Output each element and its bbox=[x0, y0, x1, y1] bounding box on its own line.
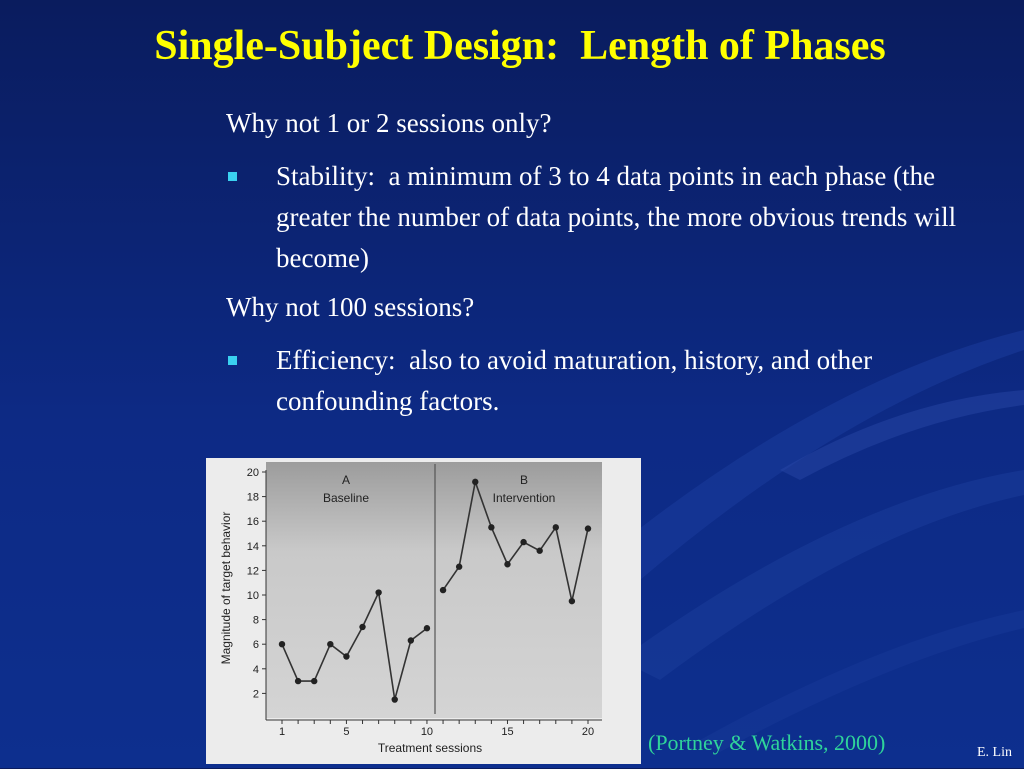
y-tick-label: 16 bbox=[246, 516, 259, 529]
data-point bbox=[504, 561, 510, 567]
citation: (Portney & Watkins, 2000) bbox=[648, 730, 886, 755]
data-point bbox=[424, 625, 430, 631]
single-subject-chart bbox=[206, 458, 641, 764]
data-point bbox=[295, 678, 301, 684]
y-tick-label: 20 bbox=[246, 467, 259, 479]
data-point bbox=[456, 564, 462, 570]
phase-b-label: Intervention bbox=[492, 491, 556, 505]
phase-b-letter: B bbox=[519, 473, 529, 487]
data-point bbox=[585, 525, 591, 531]
data-point bbox=[359, 624, 365, 630]
x-tick-label: 20 bbox=[581, 726, 595, 738]
author-initials: E. Lin bbox=[977, 745, 1012, 760]
y-tick-label: 14 bbox=[246, 540, 259, 553]
y-tick-label: 10 bbox=[246, 590, 259, 602]
phase-a-label: Baseline bbox=[322, 491, 370, 505]
data-point bbox=[327, 641, 333, 647]
bullet-efficiency bbox=[226, 340, 996, 422]
data-point bbox=[472, 479, 478, 485]
bullet-stability bbox=[226, 156, 996, 279]
phase-a-letter: A bbox=[341, 473, 351, 487]
slide-body bbox=[226, 103, 996, 430]
chart-svg bbox=[206, 458, 641, 764]
bullet-square-icon bbox=[228, 172, 237, 181]
data-point bbox=[520, 539, 526, 545]
y-tick-label: 6 bbox=[252, 639, 259, 652]
x-tick-label: 10 bbox=[420, 726, 434, 738]
data-point bbox=[408, 637, 414, 643]
y-tick-label: 2 bbox=[252, 688, 259, 701]
y-tick-label: 18 bbox=[246, 491, 259, 504]
x-tick-label: 1 bbox=[278, 726, 286, 738]
question-one: Why not 1 or 2 sessions only? bbox=[226, 108, 552, 138]
x-tick-label: 15 bbox=[501, 726, 514, 738]
y-tick-label: 4 bbox=[252, 663, 259, 676]
y-tick-label: 8 bbox=[252, 614, 259, 627]
data-point bbox=[536, 548, 542, 554]
y-tick-label: 12 bbox=[246, 565, 259, 578]
data-point bbox=[343, 653, 349, 659]
data-point bbox=[279, 641, 285, 647]
bullet-square-icon bbox=[228, 356, 237, 365]
data-point bbox=[553, 524, 559, 530]
x-tick-label: 5 bbox=[343, 726, 350, 738]
x-axis-label: Treatment sessions bbox=[377, 741, 483, 755]
data-point bbox=[488, 524, 494, 530]
question-two: Why not 100 sessions? bbox=[226, 292, 475, 322]
data-point bbox=[440, 587, 446, 593]
data-point bbox=[569, 598, 575, 604]
y-axis-label: Magnitude of target behavior bbox=[219, 511, 233, 665]
data-point bbox=[375, 589, 381, 595]
bullet-stability-text: Stability: a minimum of 3 to 4 data points in each phase (the greater the number of data points, the more obvious trends will become) bbox=[276, 161, 963, 273]
slide-title: Single-Subject Design: Length of Phases bbox=[154, 23, 886, 69]
data-point bbox=[311, 678, 317, 684]
data-point bbox=[392, 696, 398, 702]
bullet-efficiency-text: Efficiency: also to avoid maturation, history, and other confounding factors. bbox=[276, 345, 879, 416]
